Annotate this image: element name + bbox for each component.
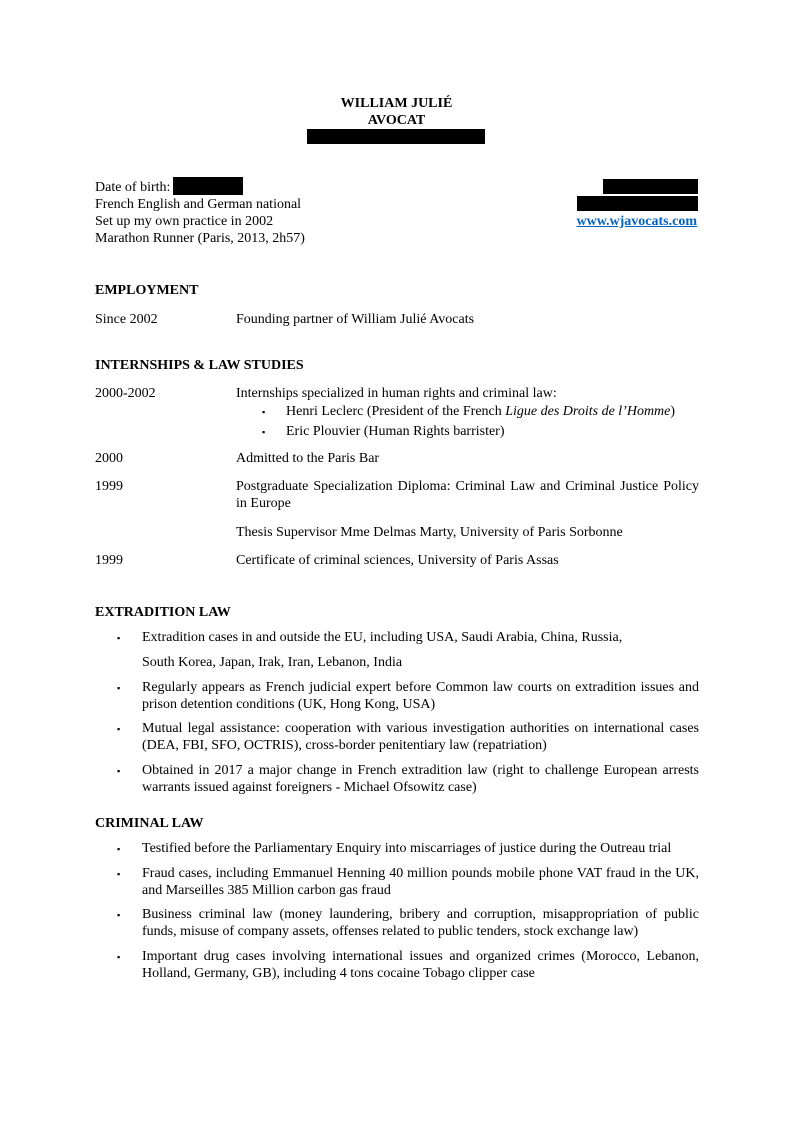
extradition-item-2: Regularly appears as French judicial expert before Common law courts on extradition issues and prison detention conditions (UK, Hong Kong, USA) <box>142 680 699 712</box>
extradition-item-3: Mutual legal assistance: cooperation with various investigation authorities on international cases (DEA, FBI, SFO, OCTRIS), cross-border penitentiary law (repatriation) <box>142 721 699 753</box>
redacted-phone <box>603 179 698 194</box>
criminal-item-1: Testified before the Parliamentary Enquiry into miscarriages of justice during the Outreau trial <box>142 841 672 856</box>
practice-text: Set up my own practice in 2002 <box>95 214 274 229</box>
bullet-marker: ▪ <box>117 952 121 962</box>
internship-bullet-1: Henri Leclerc (President of the French Ligue des Droits de l’Homme) <box>286 404 676 419</box>
internship-date-3: 1999 <box>95 479 123 494</box>
extradition-heading: EXTRADITION LAW <box>95 605 231 620</box>
employment-heading: EMPLOYMENT <box>95 283 199 298</box>
internship-text-2: Admitted to the Paris Bar <box>236 451 380 466</box>
website-link[interactable]: www.wjavocats.com <box>576 214 697 229</box>
bullet-marker: ▪ <box>117 869 121 879</box>
extradition-item-1: Extradition cases in and outside the EU, including USA, Saudi Arabia, China, Russia, <box>142 630 623 645</box>
internship-date-4: 1999 <box>95 553 123 568</box>
criminal-heading: CRIMINAL LAW <box>95 816 204 831</box>
name-heading: WILLIAM JULIÉ <box>340 96 453 111</box>
extradition-item-4: Obtained in 2017 a major change in French extradition law (right to challenge European arrests warrants issued against foreigners - Michael Ofsowitz case) <box>142 763 699 795</box>
internship-bullet-2: Eric Plouvier (Human Rights barrister) <box>286 424 505 439</box>
internship-text-3: Postgraduate Specialization Diploma: Criminal Law and Criminal Justice Policy in Europe <box>236 479 699 511</box>
employment-date: Since 2002 <box>95 312 158 327</box>
criminal-item-4: Important drug cases involving international issues and organized crimes (Morocco, Lebanon, Holland, Germany, GB), including 4 tons cocaine Tobago clipper case <box>142 949 699 981</box>
title-heading: AVOCAT <box>367 113 426 128</box>
internship-text-4: Certificate of criminal sciences, University of Paris Assas <box>236 553 559 568</box>
bullet-marker: ▪ <box>117 724 121 734</box>
criminal-item-3: Business criminal law (money laundering, bribery and corruption, misappropriation of public funds, misuse of company assets, offenses related to public tenders, stock exchange law) <box>142 907 699 939</box>
redacted-address-block <box>307 129 485 144</box>
nationality-text: French English and German national <box>95 197 302 212</box>
bullet-marker: ▪ <box>262 427 266 437</box>
bullet-marker: ▪ <box>117 844 121 854</box>
redacted-email <box>577 196 698 211</box>
internships-heading: INTERNSHIPS & LAW STUDIES <box>95 358 304 373</box>
extradition-item-1-cont: South Korea, Japan, Irak, Iran, Lebanon, India <box>142 655 403 670</box>
marathon-text: Marathon Runner (Paris, 2013, 2h57) <box>95 231 305 246</box>
bullet-marker: ▪ <box>117 766 121 776</box>
redacted-dob <box>173 177 243 195</box>
internship-text-1: Internships specialized in human rights and criminal law: <box>236 386 557 401</box>
bullet-marker: ▪ <box>117 683 121 693</box>
bullet-marker: ▪ <box>117 633 121 643</box>
criminal-item-2: Fraud cases, including Emmanuel Henning 40 million pounds mobile phone VAT fraud in the UK, and Marseilles 385 Million carbon gas fraud <box>142 866 699 898</box>
internship-date-1: 2000-2002 <box>95 386 156 401</box>
internship-text-3-thesis: Thesis Supervisor Mme Delmas Marty, University of Paris Sorbonne <box>236 525 623 540</box>
employment-text: Founding partner of William Julié Avocats <box>236 312 475 327</box>
bullet-marker: ▪ <box>117 910 121 920</box>
dob-label: Date of birth: <box>95 180 171 195</box>
bullet-marker: ▪ <box>262 407 266 417</box>
internship-date-2: 2000 <box>95 451 123 466</box>
